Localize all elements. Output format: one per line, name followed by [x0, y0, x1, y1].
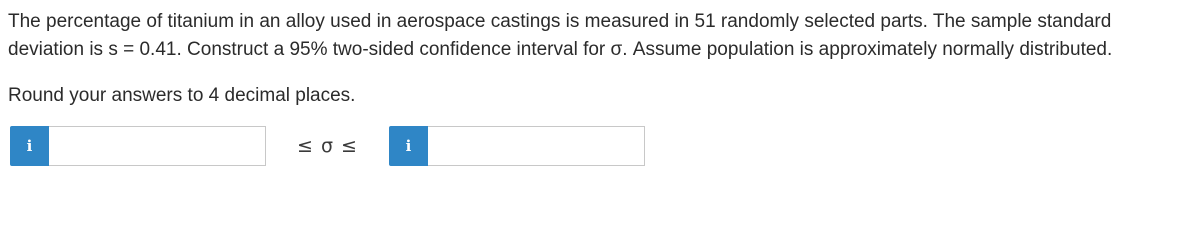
upper-info-icon[interactable]: i: [389, 126, 428, 166]
question-line-2: deviation is s = 0.41. Construct a 95% two-sided confidence interval for σ. Assume population is approximately normally distributed.: [8, 39, 1113, 60]
upper-bound-group: [389, 126, 645, 166]
upper-bound-input[interactable]: [428, 126, 645, 166]
lower-bound-input[interactable]: [49, 126, 266, 166]
question-line-1: The percentage of titanium in an alloy used in aerospace castings is measured in 51 randomly selected parts. The sample standard: [8, 11, 1112, 32]
rounding-instruction: Round your answers to 4 decimal places.: [8, 85, 356, 106]
sigma-inequality-label: ≤ σ ≤: [297, 135, 358, 157]
confidence-interval-answer-row: [10, 126, 645, 166]
lower-bound-group: [10, 126, 266, 166]
lower-info-icon[interactable]: i: [10, 126, 49, 166]
question-text: [8, 8, 1194, 64]
